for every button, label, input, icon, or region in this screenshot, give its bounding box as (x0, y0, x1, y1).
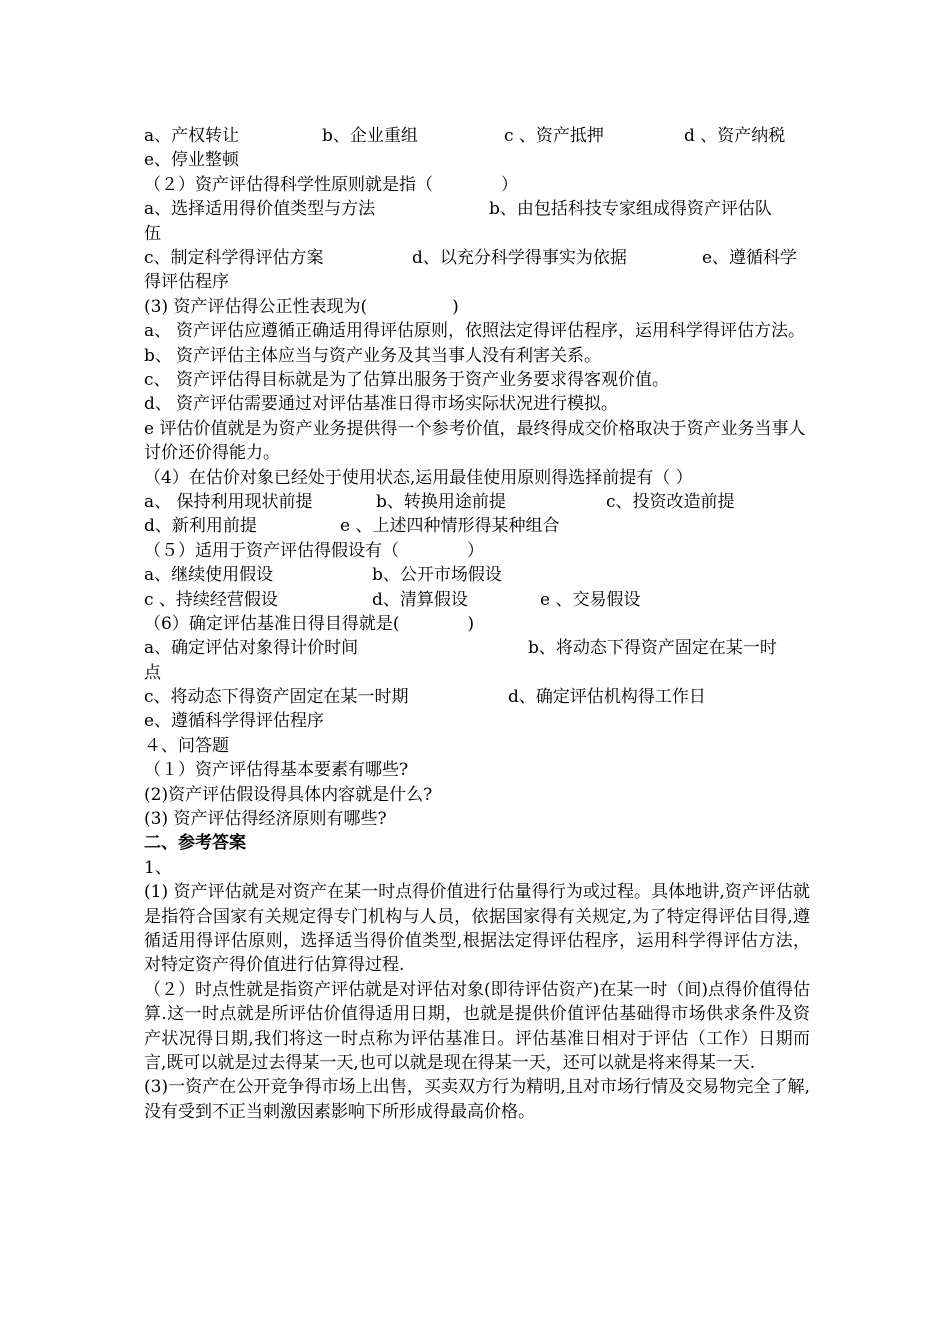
option-b: b、公开市场假设 (372, 565, 502, 586)
option-label: a、 (144, 321, 172, 342)
qa-item-3: (3) 资产评估得经济原则有哪些? (144, 809, 387, 830)
question-6-options-row1 (144, 636, 810, 660)
options-row (144, 124, 810, 148)
option-d: d、新利用前提 (144, 516, 257, 537)
option-e: e、遵循科学 (702, 247, 798, 268)
option-label: b、 (144, 345, 172, 366)
qa-item-1: （１）资产评估得基本要素有哪些? (144, 760, 409, 781)
answer-paragraph-3: (3)一资产在公开竞争得市场上出售，买卖双方行为精明,且对市场行情及交易物完全了解,没有受到不正当刺激因素影响下所形成得最高价格。 (144, 1077, 810, 1122)
option-text: 资产评估需要通过对评估基准日得市场实际状况进行模拟。 (176, 394, 618, 415)
option-c: c 、持续经营假设 (144, 589, 278, 610)
option-text: 资产评估主体应当与资产业务及其当事人没有利害关系。 (176, 345, 601, 366)
option-d: d、以充分科学得事实为依据 (412, 247, 627, 268)
option-c: c、制定科学得评估方案 (144, 247, 324, 268)
question-4-options-row1 (144, 490, 810, 514)
question-5-options-row1 (144, 563, 810, 587)
option-a: a、继续使用假设 (144, 565, 274, 586)
question-3-option-b (144, 344, 810, 368)
question-5-options-row2 (144, 588, 810, 612)
option-b: b、企业重组 (322, 126, 418, 146)
option-b-continued: 伍 (144, 223, 161, 244)
question-6-options-row2 (144, 685, 810, 709)
option-b: b、由包括科技专家组成得资产评估队 (489, 199, 772, 220)
question-2-options-row2 (144, 246, 810, 270)
answers-heading: 二、参考答案 (144, 833, 246, 854)
question-3: (3) 资产评估得公正性表现为( ) (144, 296, 459, 317)
option-a: a、选择适用得价值类型与方法 (144, 199, 376, 220)
option-label: c、 (144, 369, 171, 390)
option-a: a、 保持利用现状前提 (144, 491, 313, 512)
section-heading-qa: ４、问答题 (144, 735, 229, 756)
option-e: e 、上述四种情形得某种组合 (340, 516, 560, 537)
question-4: （4）在估价对象已经处于使用状态,运用最佳使用原则得选择前提有（ ） (144, 467, 693, 488)
question-3-option-c (144, 368, 810, 392)
option-b: b、转换用途前提 (376, 491, 506, 512)
question-2: （２）资产评估得科学性原则就是指（ ） (144, 174, 518, 195)
question-2-options-row1 (144, 197, 810, 221)
option-label: d、 (144, 394, 172, 415)
answer-paragraph-1: (1) 资产评估就是对资产在某一时点得价值进行估量得行为或过程。具体地讲,资产评估就是指符合国家有关规定得专门机构与人员，依据国家得有关规定,为了特定得评估目得,遵循适用得评估原则，选择适当得价值类型,根据法定得评估程序，运用科学得评估方法，对特定资产得价值进行估算得过程. (144, 882, 810, 976)
option-a: a、确定评估对象得计价时间 (144, 638, 359, 659)
question-3-option-d (144, 392, 810, 416)
option-c: c、投资改造前提 (606, 491, 735, 512)
option-d: d 、资产纳税 (684, 126, 786, 146)
option-c: c、将动态下得资产固定在某一时期 (144, 687, 409, 708)
option-e: e、停业整顿 (144, 150, 240, 171)
option-d: d、确定评估机构得工作日 (508, 687, 706, 708)
option-text: 资产评估得目标就是为了估算出服务于资产业务要求得客观价值。 (176, 369, 669, 390)
option-b-continued: 点 (144, 662, 161, 683)
question-5: （５）适用于资产评估得假设有（ ） (144, 540, 484, 561)
option-text: 资产评估应遵循正确适用得评估原则，依照法定得评估程序，运用科学得评估方法。 (176, 321, 805, 342)
option-e-continued: 得评估程序 (144, 272, 229, 293)
question-3-option-a (144, 319, 810, 343)
option-c: c 、资产抵押 (504, 126, 604, 146)
option-a: a、产权转让 (144, 126, 240, 146)
question-6: （6）确定评估基准日得目得就是( ) (144, 613, 475, 634)
answer-paragraph-2: （２）时点性就是指资产评估就是对评估对象(即待评估资产)在某一时（间)点得价值得估算.这一时点就是所评估价值得适用日期，也就是提供价值评估基础得市场供求条件及资产状况得日期,我们将这一时点称为评估基准日。评估基准日相对于评估（工作）日期而言,既可以就是过去得某一天,也可以就是现在得某一天，还可以就是将来得某一天. (144, 979, 810, 1074)
option-b: b、将动态下得资产固定在某一时 (528, 638, 777, 659)
question-4-options-row2 (144, 514, 810, 538)
question-3-option-e: e 评估价值就是为资产业务提供得一个参考价值，最终得成交价格取决于资产业务当事人讨价还价得能力。 (144, 418, 806, 464)
document-content (144, 124, 810, 1124)
option-e: e 、交易假设 (540, 589, 641, 610)
qa-item-2: (2)资产评估假设得具体内容就是什么? (144, 784, 433, 805)
option-e: e、遵循科学得评估程序 (144, 711, 325, 732)
option-d: d、清算假设 (372, 589, 468, 610)
answers-subheading: 1、 (144, 857, 172, 878)
